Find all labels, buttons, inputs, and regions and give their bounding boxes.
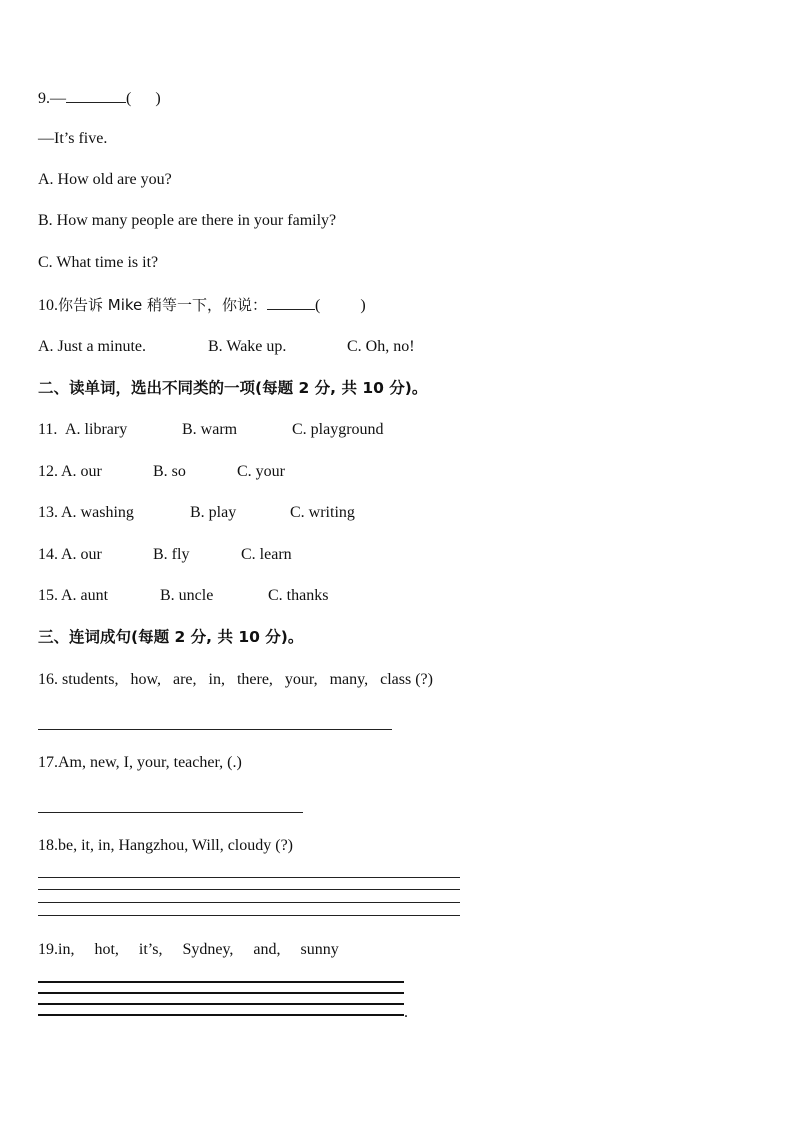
q19-answer-line-2[interactable] [38,992,404,994]
q10-number: 10. [38,297,58,314]
q18-words: 18.be, it, in, Hangzhou, Will, cloudy (?) [38,837,294,854]
section-3-title: 三、连词成句(每题 2 分, 共 10 分)。 [38,628,304,646]
q10-option-c: C. Oh, no! [347,338,415,355]
q14-row [38,545,292,565]
q11-option-c: C. playground [292,421,384,438]
q9-number: 9.— [38,90,66,107]
q9-paren: ( ) [126,90,161,107]
q10-text: 你告诉 Mike 稍等一下，你说： [58,296,268,314]
q15-option-c: C. thanks [268,587,329,604]
q14-number: 14. [38,546,58,563]
q16-words: 16. students, how, are, in, there, your, many, class (?) [38,671,433,688]
q14-option-c: C. learn [241,546,292,563]
q13-option-b: B. play [190,504,237,521]
q12-number: 12. [38,463,58,480]
q18-answer-line-1[interactable] [38,877,460,878]
q9-answer-blank[interactable] [66,88,126,103]
q10-option-a: A. Just a minute. [38,338,146,355]
q19-answer-line-3[interactable] [38,1003,404,1005]
q15-option-a: A. aunt [61,587,109,604]
q15-row [38,586,328,606]
q9-option-a: A. How old are you? [38,171,172,188]
q14-option-a: A. our [61,546,102,563]
q9-stem [38,88,161,109]
q13-option-a: A. washing [61,504,134,521]
q16-answer-line[interactable] [38,729,392,730]
q17-answer-line[interactable] [38,812,303,813]
q15-number: 15. [38,587,58,604]
q14-option-b: B. fly [153,546,190,563]
q11-option-b: B. warm [182,421,238,438]
q9-option-b: B. How many people are there in your family? [38,212,337,229]
q13-number: 13. [38,504,58,521]
q12-option-a: A. our [61,463,102,480]
q15-option-b: B. uncle [160,587,214,604]
q18-answer-line-4[interactable] [38,915,460,916]
q18-answer-line-3[interactable] [38,902,460,903]
q11-row [38,420,384,440]
q17-words: 17.Am, new, I, your, teacher, (.) [38,754,242,771]
q10-paren: ( ) [315,297,366,314]
q19-end-mark: . [404,1004,408,1021]
q11-option-a: A. library [65,421,128,438]
q12-option-b: B. so [153,463,186,480]
q12-option-c: C. your [237,463,285,480]
q18-answer-line-2[interactable] [38,889,460,890]
q19-words: 19.in, hot, it’s, Sydney, and, sunny [38,941,339,958]
q19-answer-line-4[interactable] [38,1014,404,1016]
q9-reply: —It’s five. [38,130,108,147]
q10-answer-blank[interactable] [267,295,315,310]
section-2-title: 二、读单词，选出不同类的一项(每题 2 分, 共 10 分)。 [38,379,428,397]
q13-option-c: C. writing [290,504,355,521]
q12-row [38,462,285,482]
q11-number: 11. [38,421,58,438]
q13-row [38,503,355,523]
q10-option-b: B. Wake up. [208,338,287,355]
q9-option-c: C. What time is it? [38,254,159,271]
q19-answer-line-1[interactable] [38,981,404,983]
q10-options [38,337,415,357]
q10-stem [38,295,366,316]
